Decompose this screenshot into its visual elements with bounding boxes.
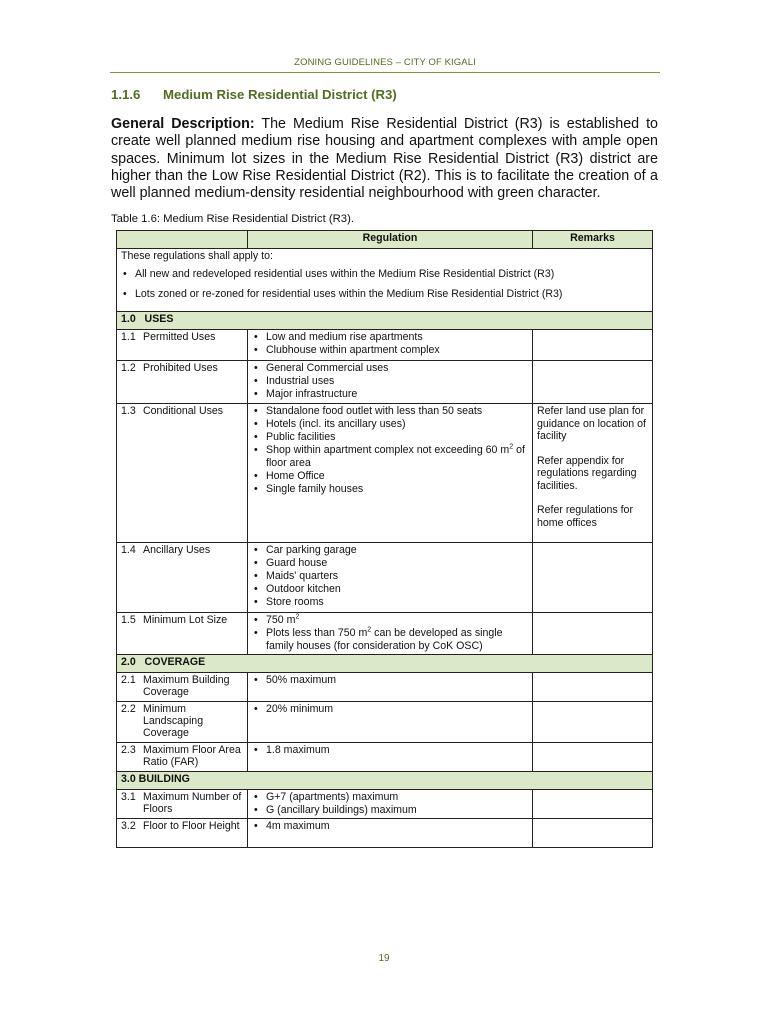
header-rule (110, 72, 660, 73)
table-row (117, 404, 653, 543)
list-item: • Store rooms (252, 596, 528, 609)
section-row-uses: 1.0 USES (117, 312, 653, 330)
list-item: • G+7 (apartments) maximum (252, 791, 528, 804)
row-number: 1.5 (121, 614, 136, 626)
header-remarks: Remarks (533, 231, 653, 249)
running-header: ZONING GUIDELINES – CITY OF KIGALI (294, 57, 476, 68)
general-description-label: General Description: (111, 116, 255, 132)
list-item: • 1.8 maximum (252, 744, 528, 757)
remark-text: Refer appendix for regulations regarding facilities. (537, 454, 637, 492)
remarks-cell (533, 702, 653, 743)
regulation-cell (248, 790, 533, 819)
row-label (117, 330, 248, 361)
row-number: 2.1 (121, 674, 136, 686)
list-item: • Car parking garage (252, 544, 528, 557)
general-description-text: The Medium Rise Residential District (R3) is established to create well planned medium rise housing and apartment complexes with ample open spaces. Minimum lot sizes in the Medium Rise Residential District (R3) district are higher than the Low Rise Residential District (R2). This is to facilitate the creation of a well planned medium-density residential neighbourhood with green character. (111, 116, 658, 202)
list-item: • 20% minimum (252, 703, 528, 716)
list-item: • Single family houses (252, 483, 528, 496)
row-label-text: Floor to Floor Height (143, 820, 240, 832)
row-label (117, 819, 248, 848)
regulation-cell (248, 330, 533, 361)
section-title: Medium Rise Residential District (R3) (163, 87, 397, 102)
header-empty (117, 231, 248, 249)
row-number: 3.1 (121, 791, 136, 803)
regulation-cell (248, 702, 533, 743)
row-label (117, 790, 248, 819)
list-item: • Plots less than 750 $m^2$ can be developed as single family houses (for consideration by CoK OSC) (252, 627, 528, 653)
remarks-cell (533, 743, 653, 772)
table-row (117, 819, 653, 848)
table-caption: Table 1.6: Medium Rise Residential District (R3). (111, 213, 354, 225)
row-label (117, 743, 248, 772)
general-description (111, 116, 658, 202)
row-label-text: Permitted Uses (143, 331, 216, 343)
list-item: • Outdoor kitchen (252, 583, 528, 596)
list-item: • General Commercial uses (252, 362, 528, 375)
table-row (117, 361, 653, 404)
regulations-table (116, 230, 653, 848)
list-item: • Home Office (252, 470, 528, 483)
row-label-text: Minimum Landscaping Coverage (143, 703, 204, 739)
remarks-cell (533, 361, 653, 404)
table-row (117, 543, 653, 613)
row-label-text: Ancillary Uses (143, 544, 211, 556)
remarks-cell (533, 673, 653, 702)
row-number: 2.2 (121, 703, 136, 715)
row-label (117, 404, 248, 543)
remarks-cell (533, 819, 653, 848)
table-row (117, 613, 653, 655)
row-number: 1.2 (121, 362, 136, 374)
remarks-cell (533, 543, 653, 613)
section-heading (111, 87, 397, 102)
list-item: • Major infrastructure (252, 388, 528, 401)
row-label-text: Minimum Lot Size (143, 614, 228, 626)
intro-text: These regulations shall apply to: (121, 250, 273, 262)
row-label (117, 702, 248, 743)
row-label (117, 673, 248, 702)
list-item: • 4m maximum (252, 820, 528, 833)
table-row (117, 743, 653, 772)
remarks-cell (533, 330, 653, 361)
regulation-cell (248, 743, 533, 772)
list-item: • Clubhouse within apartment complex (252, 344, 528, 357)
row-label (117, 361, 248, 404)
row-label (117, 613, 248, 655)
list-item: • 50% maximum (252, 674, 528, 687)
row-label-text: Maximum Number of Floors (143, 791, 242, 815)
row-label-text: Maximum Floor Area Ratio (FAR) (143, 744, 241, 768)
row-number: 3.2 (121, 820, 136, 832)
list-item: • Standalone food outlet with less than 50 seats (252, 405, 528, 418)
section-row-coverage: 2.0 COVERAGE (117, 655, 653, 673)
list-item: • Hotels (incl. its ancillary uses) (252, 418, 528, 431)
table-row (117, 790, 653, 819)
list-item: • Public facilities (252, 431, 528, 444)
remark-text: Refer regulations for home offices (537, 504, 633, 529)
row-number: 2.3 (121, 744, 136, 756)
section-row-building: 3.0 BUILDING (117, 772, 653, 790)
regulation-cell (248, 361, 533, 404)
list-item: • G (ancillary buildings) maximum (252, 804, 528, 817)
remarks-cell (533, 790, 653, 819)
page-number: 19 (378, 953, 390, 964)
list-item: • 750 $m^2$ (252, 614, 528, 627)
regulation-cell (248, 673, 533, 702)
table-row (117, 673, 653, 702)
list-item: • Guard house (252, 557, 528, 570)
list-item: • Maids' quarters (252, 570, 528, 583)
table-row (117, 702, 653, 743)
intro-row (117, 249, 653, 312)
regulation-cell (248, 404, 533, 543)
intro-item: • Lots zoned or re-zoned for residential uses within the Medium Rise Residential District (R3) (121, 288, 648, 301)
remark-text: Refer land use plan for guidance on location of facility (537, 405, 646, 442)
row-label-text: Prohibited Uses (143, 362, 218, 374)
row-label-text: Conditional Uses (143, 405, 224, 417)
header-regulation: Regulation (248, 231, 533, 249)
list-item: • Low and medium rise apartments (252, 331, 528, 344)
intro-cell (117, 249, 653, 312)
remarks-cell (533, 404, 653, 543)
row-number: 1.3 (121, 405, 136, 417)
table-row (117, 330, 653, 361)
regulation-cell (248, 819, 533, 848)
list-item: • Shop within apartment complex not exceeding 60 $m^2$ of floor area (252, 444, 528, 470)
regulation-cell (248, 543, 533, 613)
row-number: 1.4 (121, 544, 136, 556)
remarks-cell (533, 613, 653, 655)
row-number: 1.1 (121, 331, 136, 343)
list-item: • Industrial uses (252, 375, 528, 388)
intro-item: • All new and redeveloped residential uses within the Medium Rise Residential District (R3) (121, 268, 648, 281)
row-label (117, 543, 248, 613)
regulation-cell (248, 613, 533, 655)
table-header-row (117, 231, 653, 249)
row-label-text: Maximum Building Coverage (143, 674, 230, 698)
section-number: 1.1.6 (111, 87, 141, 102)
